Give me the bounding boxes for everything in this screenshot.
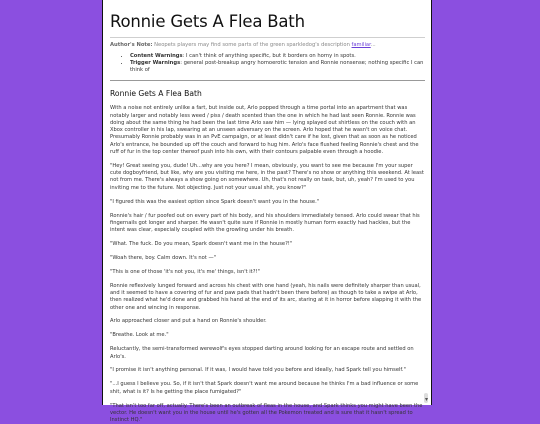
story-paragraph: "What. The fuck. Do you mean, Spark doesn't want me in the house?!" [110,241,293,248]
story-paragraph: "Woah there, boy. Calm down. It's not —" [110,254,216,261]
warnings-list [122,53,425,75]
story-page [102,0,432,424]
section-divider [110,80,425,81]
content-warning [130,53,425,60]
trigger-warning-text: : general post-breakup angry homoerotic tension and Ronnie nonsense; nothing specific I can think of [130,59,424,73]
author-note-text: Neopets players may find some parts of the green sparkledog's description [152,42,352,48]
story-paragraph: Arlo approached closer and put a hand on Ronnie's shoulder. [110,318,267,325]
story-paragraph: "...I guess I believe you. So, if it isn't that Spark doesn't want me around because he thinks I'm a bad influence or some shit, what is it? Is he getting the place fumigated?" [110,381,419,395]
scrollbar[interactable] [422,393,428,403]
story-paragraph: "This is one of those 'it's not you, it's me' things, isn't it?!" [110,268,260,275]
story-paragraph: Ronnie reflexively lunged forward and across his chest with one hand (yeah, his nails were definitely sharper than usual, and it seemed to have a covering of fur and paw pads that hadn't been there before) as though to take a swipe at Arlo, then realized what he'd done and grabbed his hand at the end of its arc, staring at it in horror before slapping it with the other one and wincing in response. [110,282,422,311]
author-note [110,42,425,50]
story-heading: Ronnie Gets A Flea Bath [110,89,202,99]
content-warning-label: Content Warnings [130,52,183,59]
scroll-down-icon[interactable]: ▾ [424,396,428,403]
story-paragraph: "Breathe. Look at me." [110,332,169,339]
story-paragraph: "That isn't too far off, actually. There's been an outbreak of fleas in the house, and Spark thinks you might have been the vector. He doesn't want you in the house until he's gotten all the Pokemon treated and is sure that it hasn't spread to Instinct HQ." [110,402,423,424]
story-paragraph: Reluctantly, the semi-transformed werewolf's eyes stopped darting around looking for an escape route and settled on Arlo's. [110,346,414,360]
page-title: Ronnie Gets A Flea Bath [110,12,305,31]
content-warning-text: : I can't think of anything specific, but it borders on horny in spots. [182,52,356,59]
author-note-label: Author's Note: [110,42,153,48]
familiar-link[interactable]: familiar [351,42,371,48]
trigger-warning-label: Trigger Warnings [130,59,181,66]
story-paragraph: "Hey! Great seeing you, dude! Uh...why are you here? I mean, obviously, you want to see me because I'm your super cute dogboyfriend, but like, why are you visiting me here, in the past? There's no show or anything this weekend. At least not from me. There's always a show going on somewhere. Uh, that's not really on task, but, uh, yeah? I'm used to you inviting me to the future. Not objecting. Just not your usual shit, you know?" [110,162,424,191]
story-paragraph: "I promise it isn't anything personal. If it was, I would have told you before and ideally, had Spark tell you himself." [110,367,406,374]
story-paragraph: With a noise not entirely unlike a fart, but inside out, Arlo popped through a time portal into an apartment that was notably larger and notably less weed / piss / death scented than the one in which he had last seen Ronnie. Ronnie was doing about the same thing he had been the last time Arlo saw him — lying splayed out shirtless on the couch with an Xbox controller in his lap, swearing at an unseen adversary on the screen. Arlo hoped that he wasn't on voice chat. Presumably Ronnie probably was in an PvE campaign, or at least didn't care if he lost, given that as soon as he noticed Arlo's entrance, he bounded up off the couch and forward to hug him. Arlo's face flushed feeling Ronnie's chest and the ruff of fur in the top center thereof push into his own, with their contours palpable even through a hoodie. [110,105,419,155]
trigger-warning [130,60,425,74]
author-note-trailing: ... [370,42,376,48]
story-paragraph: Ronnie's hair / fur poofed out on every part of his body, and his shoulders immediately tensed. Arlo could swear that his fingernails got longer and sharper. He wasn't quite sure if Ronnie in mostly human form exactly had hackles, but the intent was clear, especially coupled with the growling under his breath. [110,212,420,234]
story-paragraph: "I figured this was the easiest option since Spark doesn't want you in the house." [110,198,320,205]
title-divider [110,37,425,38]
story-content [103,0,431,424]
